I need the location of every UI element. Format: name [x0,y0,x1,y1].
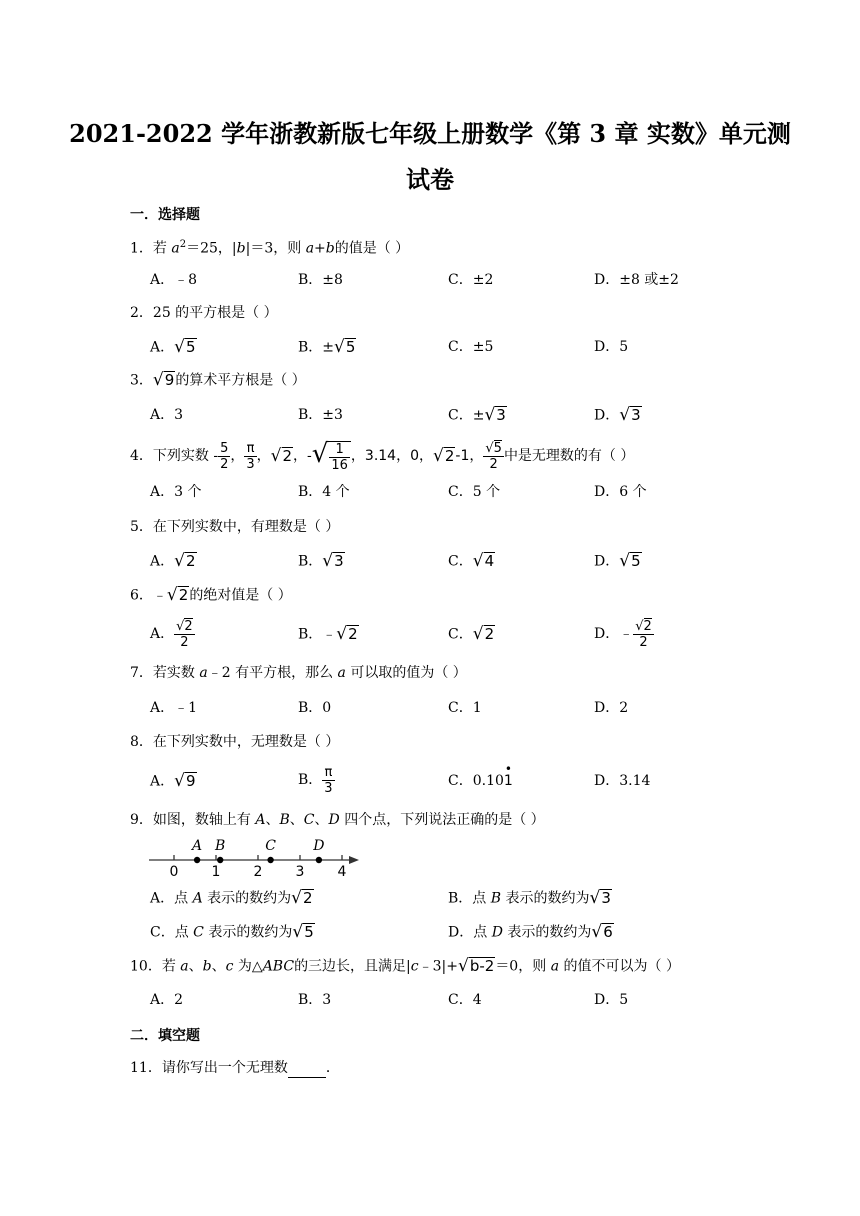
tick-label-4: 4 [337,864,347,880]
q2-option-d: D．5 [594,339,629,355]
q6-option-c: C．√2 [448,624,495,644]
point-label-A: A [192,838,203,854]
tick-label-3: 3 [295,864,305,880]
q2-option-c: C．±5 [448,339,494,355]
section-fill-blank: 二．填空题 [130,1028,200,1044]
sqrt-symbol: √3 [484,405,506,425]
q4-option-c: C．5 个 [448,484,501,500]
fraction: $\frac{\pi}{3}$ [246,440,255,472]
q5-option-d: D．√5 [594,551,641,571]
fraction: $\frac{√2}{2}$ [635,618,652,650]
fraction: $\frac{√5}{2}$ [485,440,502,472]
q9-option-d: D．点 D 表示的数约为√6 [448,922,613,942]
q2-option-b: B．±√5 [298,337,356,357]
q4-option-d: D．6 个 [594,484,647,500]
q10-option-c: C．4 [448,992,482,1008]
sqrt-symbol: √b-2 [457,956,495,976]
point-label-B: B [215,838,226,854]
fraction: $\frac{5}{2}$ [220,440,229,472]
sqrt-symbol: √2 [336,624,358,644]
q7-option-a: A．﹣1 [150,700,198,716]
q7-option-c: C．1 [448,700,482,716]
q5-option-c: C．√4 [448,551,495,571]
sqrt-symbol: √3 [589,888,611,908]
q6-option-b: B．﹣√2 [298,624,358,644]
page-title: 2021-2022 学年浙教新版七年级上册数学《第 3 章 实数》单元测 [69,119,791,148]
q1-option-b: B．±8 [298,272,343,288]
q3-option-b: B．±3 [298,407,343,423]
tick-label-2: 2 [253,864,263,880]
tick-label-1: 1 [211,864,221,880]
q4-option-b: B．4 个 [298,484,350,500]
point-D [316,857,322,863]
point-B [217,857,223,863]
q9-option-a: A．点 A 表示的数约为√2 [150,888,313,908]
sqrt-symbol: √9 [174,771,196,791]
page-title-continued: 试卷 [406,165,454,194]
q9-option-c: C．点 C 表示的数约为√5 [150,922,314,942]
q3-option-d: D．√3 [594,405,641,425]
point-label-C: C [265,838,276,854]
fraction: $\frac{√2}{2}$ [176,618,193,650]
point-label-D: D [313,838,325,854]
question-11: 11．请你写出一个无理数 ． [130,1060,340,1076]
q10-option-a: A．2 [150,992,184,1008]
section-choice: 一．选择题 [130,207,200,223]
tick-label-0: 0 [169,864,179,880]
sqrt-symbol: √2 [433,445,455,466]
sqrt-symbol: √9 [152,370,175,390]
sqrt-symbol: √3 [619,405,641,425]
question-9: 9．如图，数轴上有 A、B、C、D 四个点，下列说法正确的是（ ） [130,812,545,828]
sqrt-symbol: √5 [174,337,196,357]
q1-option-d: D．±8 或±2 [594,272,679,288]
question-4: 4．下列实数 - $\frac{5}{2}$ ， $\frac{\pi}{3}$ ，√2，-√ $\frac{1}{16}$ ，3.14，0，√2-1， $\frac{√5}{2}$ 中是无理数的有（ ） [130,436,634,476]
q7-option-b: B．0 [298,700,332,716]
question-10: 10．若 a、b、c 为△ABC的三边长，且满足|c﹣3|+√b-2＝0，则 a 的值不可以为（ ） [130,956,680,976]
fraction: $\frac{\pi}{3}$ [324,764,333,796]
q8-option-a: A．√9 [150,771,196,791]
answer-blank[interactable] [288,1063,326,1078]
q1-option-a: A．﹣8 [150,272,198,288]
q5-option-b: B．√3 [298,551,344,571]
sqrt-symbol: √ $\frac{1}{16}$ [312,436,351,476]
q1-option-c: C．±2 [448,272,494,288]
sqrt-symbol: √4 [472,551,495,571]
sqrt-symbol: √2 [174,551,196,571]
q2-option-a: A．√5 [150,337,196,357]
question-3: 3．√9的算术平方根是（ ） [130,370,306,390]
question-6: 6．﹣√2的绝对值是（ ） [130,585,292,605]
q8-option-d: D．3.14 [594,773,651,789]
sqrt-symbol: √2 [270,445,293,466]
sqrt-symbol: √2 [291,888,313,908]
sqrt-symbol: √5 [334,337,356,357]
sqrt-symbol: √6 [591,922,613,942]
q8-option-c: C．0.10 • 1 [448,762,513,789]
q6-option-a: A． $\frac{√2}{2}$ [150,618,193,650]
number-line [145,832,365,880]
question-5: 5．在下列实数中，有理数是（ ） [130,519,340,535]
q10-option-d: D．5 [594,992,629,1008]
question-8: 8．在下列实数中，无理数是（ ） [130,734,340,750]
q5-option-a: A．√2 [150,551,196,571]
q7-option-d: D．2 [594,700,629,716]
q9-option-b: B．点 B 表示的数约为√3 [448,888,611,908]
sqrt-symbol: √2 [472,624,495,644]
sqrt-symbol: √5 [292,922,314,942]
point-C [267,857,273,863]
point-A [194,857,200,863]
q4-option-a: A．3 个 [150,484,202,500]
q10-option-b: B．3 [298,992,332,1008]
question-1: 1．若 $a^2=25$，|b|＝3，则 a+b的值是（ ） [130,239,410,257]
question-2: 2．25 的平方根是（ ） [130,305,278,321]
number-line-arrow [349,856,359,864]
sqrt-symbol: √3 [322,551,344,571]
sqrt-symbol: √5 [619,551,641,571]
q6-option-d: D．﹣ $\frac{√2}{2}$ [594,618,652,650]
question-7: 7．若实数 a﹣2 有平方根，那么 a 可以取的值为（ ） [130,665,467,681]
q3-option-c: C．±√3 [448,405,506,425]
q8-option-b: B． $\frac{\pi}{3}$ [298,764,333,796]
sqrt-symbol: √2 [166,585,189,605]
q3-option-a: A．3 [150,407,184,423]
